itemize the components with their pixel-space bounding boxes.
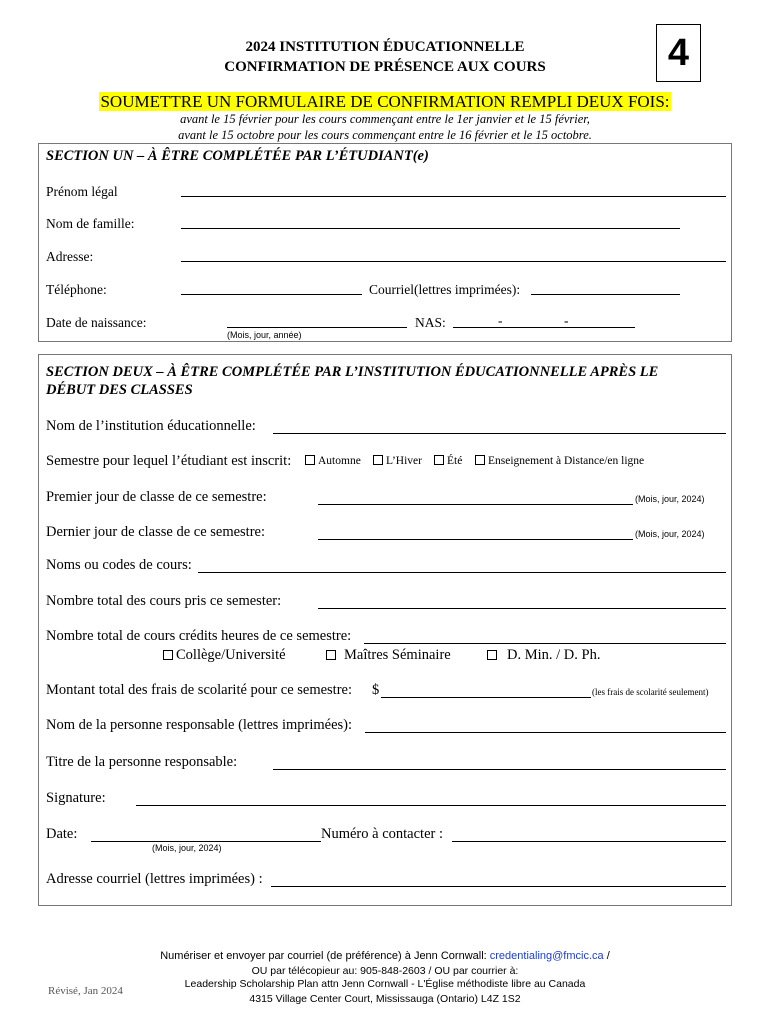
first-name-field[interactable] [181,196,726,197]
deadline-note-1: avant le 15 février pour les cours commençant entre le 1er janvier et le 15 février, [180,112,590,126]
level-option-college[interactable]: Collège/Université [163,647,286,664]
semester-option-fall[interactable]: Automne [305,455,361,467]
checkbox-icon[interactable] [475,455,485,465]
last-name-field[interactable] [181,228,680,229]
footer-line-4: 4315 Village Center Court, Mississauga (Ontario) L4Z 1S2 [249,993,521,1005]
first-name-label: Prénom légal [46,184,118,199]
date-label: Date: [46,826,78,842]
responsible-title-label: Titre de la personne responsable: [46,754,238,770]
semester-option-summer[interactable]: Été [434,455,462,467]
checkbox-icon[interactable] [305,455,315,465]
email-label: Courriel(lettres imprimées): [369,282,521,297]
date-field[interactable] [91,841,321,842]
contact-number-field[interactable] [452,841,726,842]
signature-label: Signature: [46,790,106,806]
checkbox-icon[interactable] [326,650,336,660]
last-day-hint: (Mois, jour, 2024) [635,529,705,539]
sin-separator-1: - [498,313,503,328]
date-hint: (Mois, jour, 2024) [152,843,222,853]
sin-field[interactable] [453,327,635,328]
total-credits-label: Nombre total de cours crédits heures de ce semestre: [46,628,352,644]
section-two-heading-2: DÉBUT DES CLASSES [46,382,193,398]
footer-slash: / [606,950,610,962]
checkbox-icon[interactable] [434,455,444,465]
tuition-label: Montant total des frais de scolarité pour ce semestre: [46,682,353,698]
first-day-hint: (Mois, jour, 2024) [635,494,705,504]
footer-line-1 [0,950,770,962]
level-option-doctorate[interactable]: D. Min. / D. Ph. [487,647,600,664]
semester-option-online[interactable]: Enseignement à Distance/en ligne [475,455,644,467]
address-label: Adresse: [46,249,94,264]
first-day-field[interactable] [318,504,633,505]
level-option-seminary[interactable]: Maîtres Séminaire [326,647,451,664]
institution-label: Nom de l’institution éducationnelle: [46,418,256,434]
dob-field[interactable] [227,327,407,328]
checkbox-icon[interactable] [373,455,383,465]
tuition-field[interactable] [381,697,591,698]
footer-line-3: Leadership Scholarship Plan attn Jenn Cornwall - L'Église méthodiste libre au Canada [184,978,586,990]
checkbox-icon[interactable] [487,650,497,660]
section-one [38,143,732,342]
currency-symbol: $ [372,682,380,698]
banner-text: SOUMETTRE UN FORMULAIRE DE CONFIRMATION REMPLI DEUX FOIS: [100,92,670,111]
total-courses-label: Nombre total des cours pris ce semester: [46,593,282,609]
dob-label: Date de naissance: [46,315,147,330]
course-codes-label: Noms ou codes de cours: [46,557,192,573]
last-name-label: Nom de famille: [46,216,135,231]
phone-field[interactable] [181,294,362,295]
form-number-box: 4 [656,24,701,82]
address-field[interactable] [181,261,726,262]
signature-field[interactable] [136,805,726,806]
email-field[interactable] [531,294,680,295]
checkbox-icon[interactable] [163,650,173,660]
total-credits-field[interactable] [364,643,726,644]
course-codes-field[interactable] [198,572,726,573]
section-two-heading-1: SECTION DEUX – À ÊTRE COMPLÉTÉE PAR L’INSTITUTION ÉDUCATIONNELLE APRÈS LE [46,364,659,380]
footer-line-2: OU par télécopieur au: 905-848-2603 / OU par courrier à: [251,965,519,977]
deadline-note-2: avant le 15 octobre pour les cours commençant entre le 16 février et le 15 octobre. [178,128,592,142]
total-courses-field[interactable] [318,608,726,609]
institution-email-field[interactable] [271,886,726,887]
section-two [38,354,732,906]
revision-date: Révisé, Jan 2024 [48,985,123,997]
form-title-line2: CONFIRMATION DE PRÉSENCE AUX COURS [224,59,546,75]
responsible-name-label: Nom de la personne responsable (lettres imprimées): [46,717,353,733]
submission-banner [0,92,770,112]
institution-email-label: Adresse courriel (lettres imprimées) : [46,871,263,887]
phone-label: Téléphone: [46,282,107,297]
sin-label: NAS: [415,315,446,330]
section-one-heading: SECTION UN – À ÊTRE COMPLÉTÉE PAR L’ÉTUDIANT(e) [46,148,429,164]
semester-label: Semestre pour lequel l’étudiant est inscrit: [46,453,292,469]
contact-number-label: Numéro à contacter : [321,826,443,842]
tuition-hint: (les frais de scolarité seulement) [592,687,709,697]
semester-option-winter[interactable]: L’Hiver [373,455,422,467]
sin-separator-2: - [564,313,569,328]
dob-hint: (Mois, jour, année) [227,330,302,340]
footer-email-link[interactable]: credentialing@fmcic.ca [489,950,604,962]
institution-field[interactable] [273,433,726,434]
form-title-line1: 2024 INSTITUTION ÉDUCATIONNELLE [245,39,525,55]
last-day-field[interactable] [318,539,633,540]
first-day-label: Premier jour de classe de ce semestre: [46,489,267,505]
footer-send-text: Numériser et envoyer par courriel (de préférence) à Jenn Cornwall: [160,950,487,962]
responsible-title-field[interactable] [273,769,726,770]
responsible-name-field[interactable] [365,732,726,733]
last-day-label: Dernier jour de classe de ce semestre: [46,524,266,540]
